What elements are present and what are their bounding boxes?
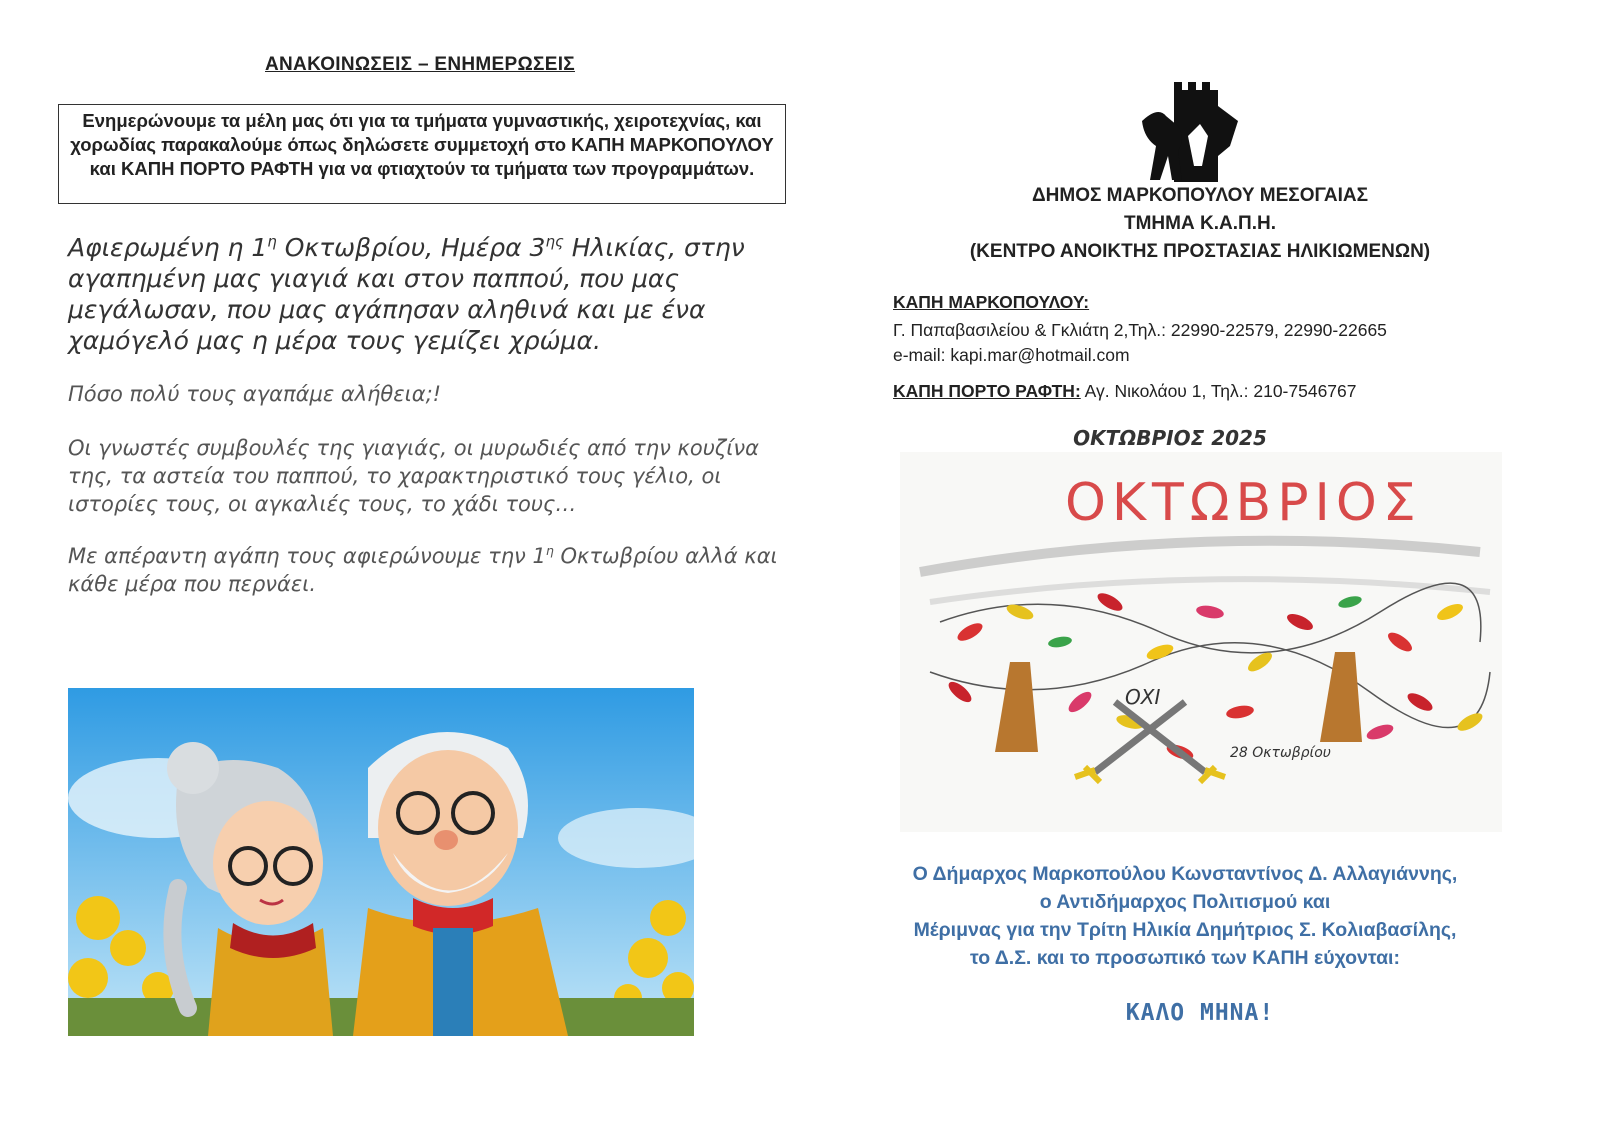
question-text: Πόσο πολύ τους αγαπάμε αλήθεια;! — [68, 382, 442, 406]
drawing-title: ΟΚΤΩΒΡΙΟΣ — [1065, 473, 1422, 533]
closing-text — [68, 542, 788, 598]
closing-part: Οκτωβρίου αλλά και κάθε μέρα που περνάει. — [68, 544, 778, 596]
contact-label: ΚΑΠΗ ΜΑΡΚΟΠΟΥΛΟΥ: — [893, 292, 1090, 312]
dedication-sup: η — [267, 232, 277, 251]
contact-label: ΚΑΠΗ ΠΟΡΤΟ ΡΑΦΤΗ: — [893, 381, 1081, 401]
month-title: ΟΚΤΩΒΡΙΟΣ 2025 — [1073, 426, 1267, 450]
org-department: ΤΜΗΜΑ Κ.Α.Π.Η. — [1124, 213, 1276, 234]
wishes-line: Μέριμνας για την Τρίτη Ηλικία Δημήτριος Σ. Κολιαβασίλης, — [913, 919, 1457, 941]
dedication-part: Οκτωβρίου, Ημέρα 3 — [276, 233, 546, 262]
closing-part: Με απέραντη αγάπη τους αφιερώνουμε την 1 — [68, 544, 546, 568]
kapi-porto-rafti-contact — [893, 381, 1357, 402]
child-drawing-october — [900, 452, 1502, 832]
dedication-text — [68, 232, 788, 356]
dedication-part: Αφιερωμένη η 1 — [68, 233, 268, 262]
drawing-ochi: ΟΧΙ — [1125, 685, 1161, 709]
contact-address: Αγ. Νικολάου 1, Τηλ.: 210-7546767 — [1080, 381, 1357, 401]
org-full-name: (ΚΕΝΤΡΟ ΑΝΟΙΚΤΗΣ ΠΡΟΣΤΑΣΙΑΣ ΗΛΙΚΙΩΜΕΝΩΝ) — [969, 241, 1431, 262]
wishes-line: Ο Δήμαρχος Μαρκοπούλου Κωνσταντίνος Δ. Αλλαγιάννης, — [912, 863, 1458, 885]
wishes-line: το Δ.Σ. και το προσωπικό των ΚΑΠΗ εύχονται: — [970, 947, 1400, 969]
closing-sup: η — [545, 543, 554, 558]
kapi-markopoulou-address: Γ. Παπαβασιλείου & Γκλιάτη 2,Τηλ.: 22990-22579, 22990-22665 — [893, 320, 1387, 340]
kapi-markopoulou-label — [893, 292, 1089, 313]
notice-box — [58, 104, 786, 204]
wishes-text — [880, 860, 1490, 972]
dedication-part: Ηλικίας, στην αγαπημένη μας γιαγιά και στον παππού, που μας μεγάλωσαν, που μας αγάπησαν αληθινά και με ένα χαμόγελό μας η μέρα τους γεμίζει χρώμα. — [68, 233, 745, 355]
announcements-heading: ΑΝΑΚΟΙΝΩΣΕΙΣ – ΕΝΗΜΕΡΩΣΕΙΣ — [265, 54, 575, 75]
kapi-markopoulou-email[interactable]: e-mail: kapi.mar@hotmail.com — [893, 345, 1130, 365]
org-name: ΔΗΜΟΣ ΜΑΡΚΟΠΟΥΛΟΥ ΜΕΣΟΓΑΙΑΣ — [1032, 185, 1368, 206]
drawing-date: 28 Οκτωβρίου — [1230, 745, 1331, 761]
wishes-line: ο Αντιδήμαρχος Πολιτισμού και — [1039, 891, 1331, 913]
castle-horse-logo — [1138, 76, 1246, 182]
greeting-text: ΚΑΛΟ ΜΗΝΑ! — [1125, 1000, 1275, 1026]
notice-text: Ενημερώνουμε τα μέλη μας ότι για τα τμήματα γυμναστικής, χειροτεχνίας, και χορωδίας παρακαλούμε όπως δηλώσετε συμμετοχή στο ΚΑΠΗ ΜΑΡΚΟΠΟΥΛΟΥ και ΚΑΠΗ ΠΟΡΤΟ ΡΑΦΤΗ για να φτιαχτούν τα τμήματα των προγραμμάτων. — [70, 110, 774, 179]
grandparents-illustration — [68, 688, 694, 1036]
memories-text: Οι γνωστές συμβουλές της γιαγιάς, οι μυρωδιές από την κουζίνα της, τα αστεία του παππού, το χαρακτηριστικό τους γέλιο, οι ιστορίες τους, οι αγκαλιές τους, το χάδι τους… — [68, 436, 759, 516]
dedication-sup: ης — [545, 232, 564, 251]
